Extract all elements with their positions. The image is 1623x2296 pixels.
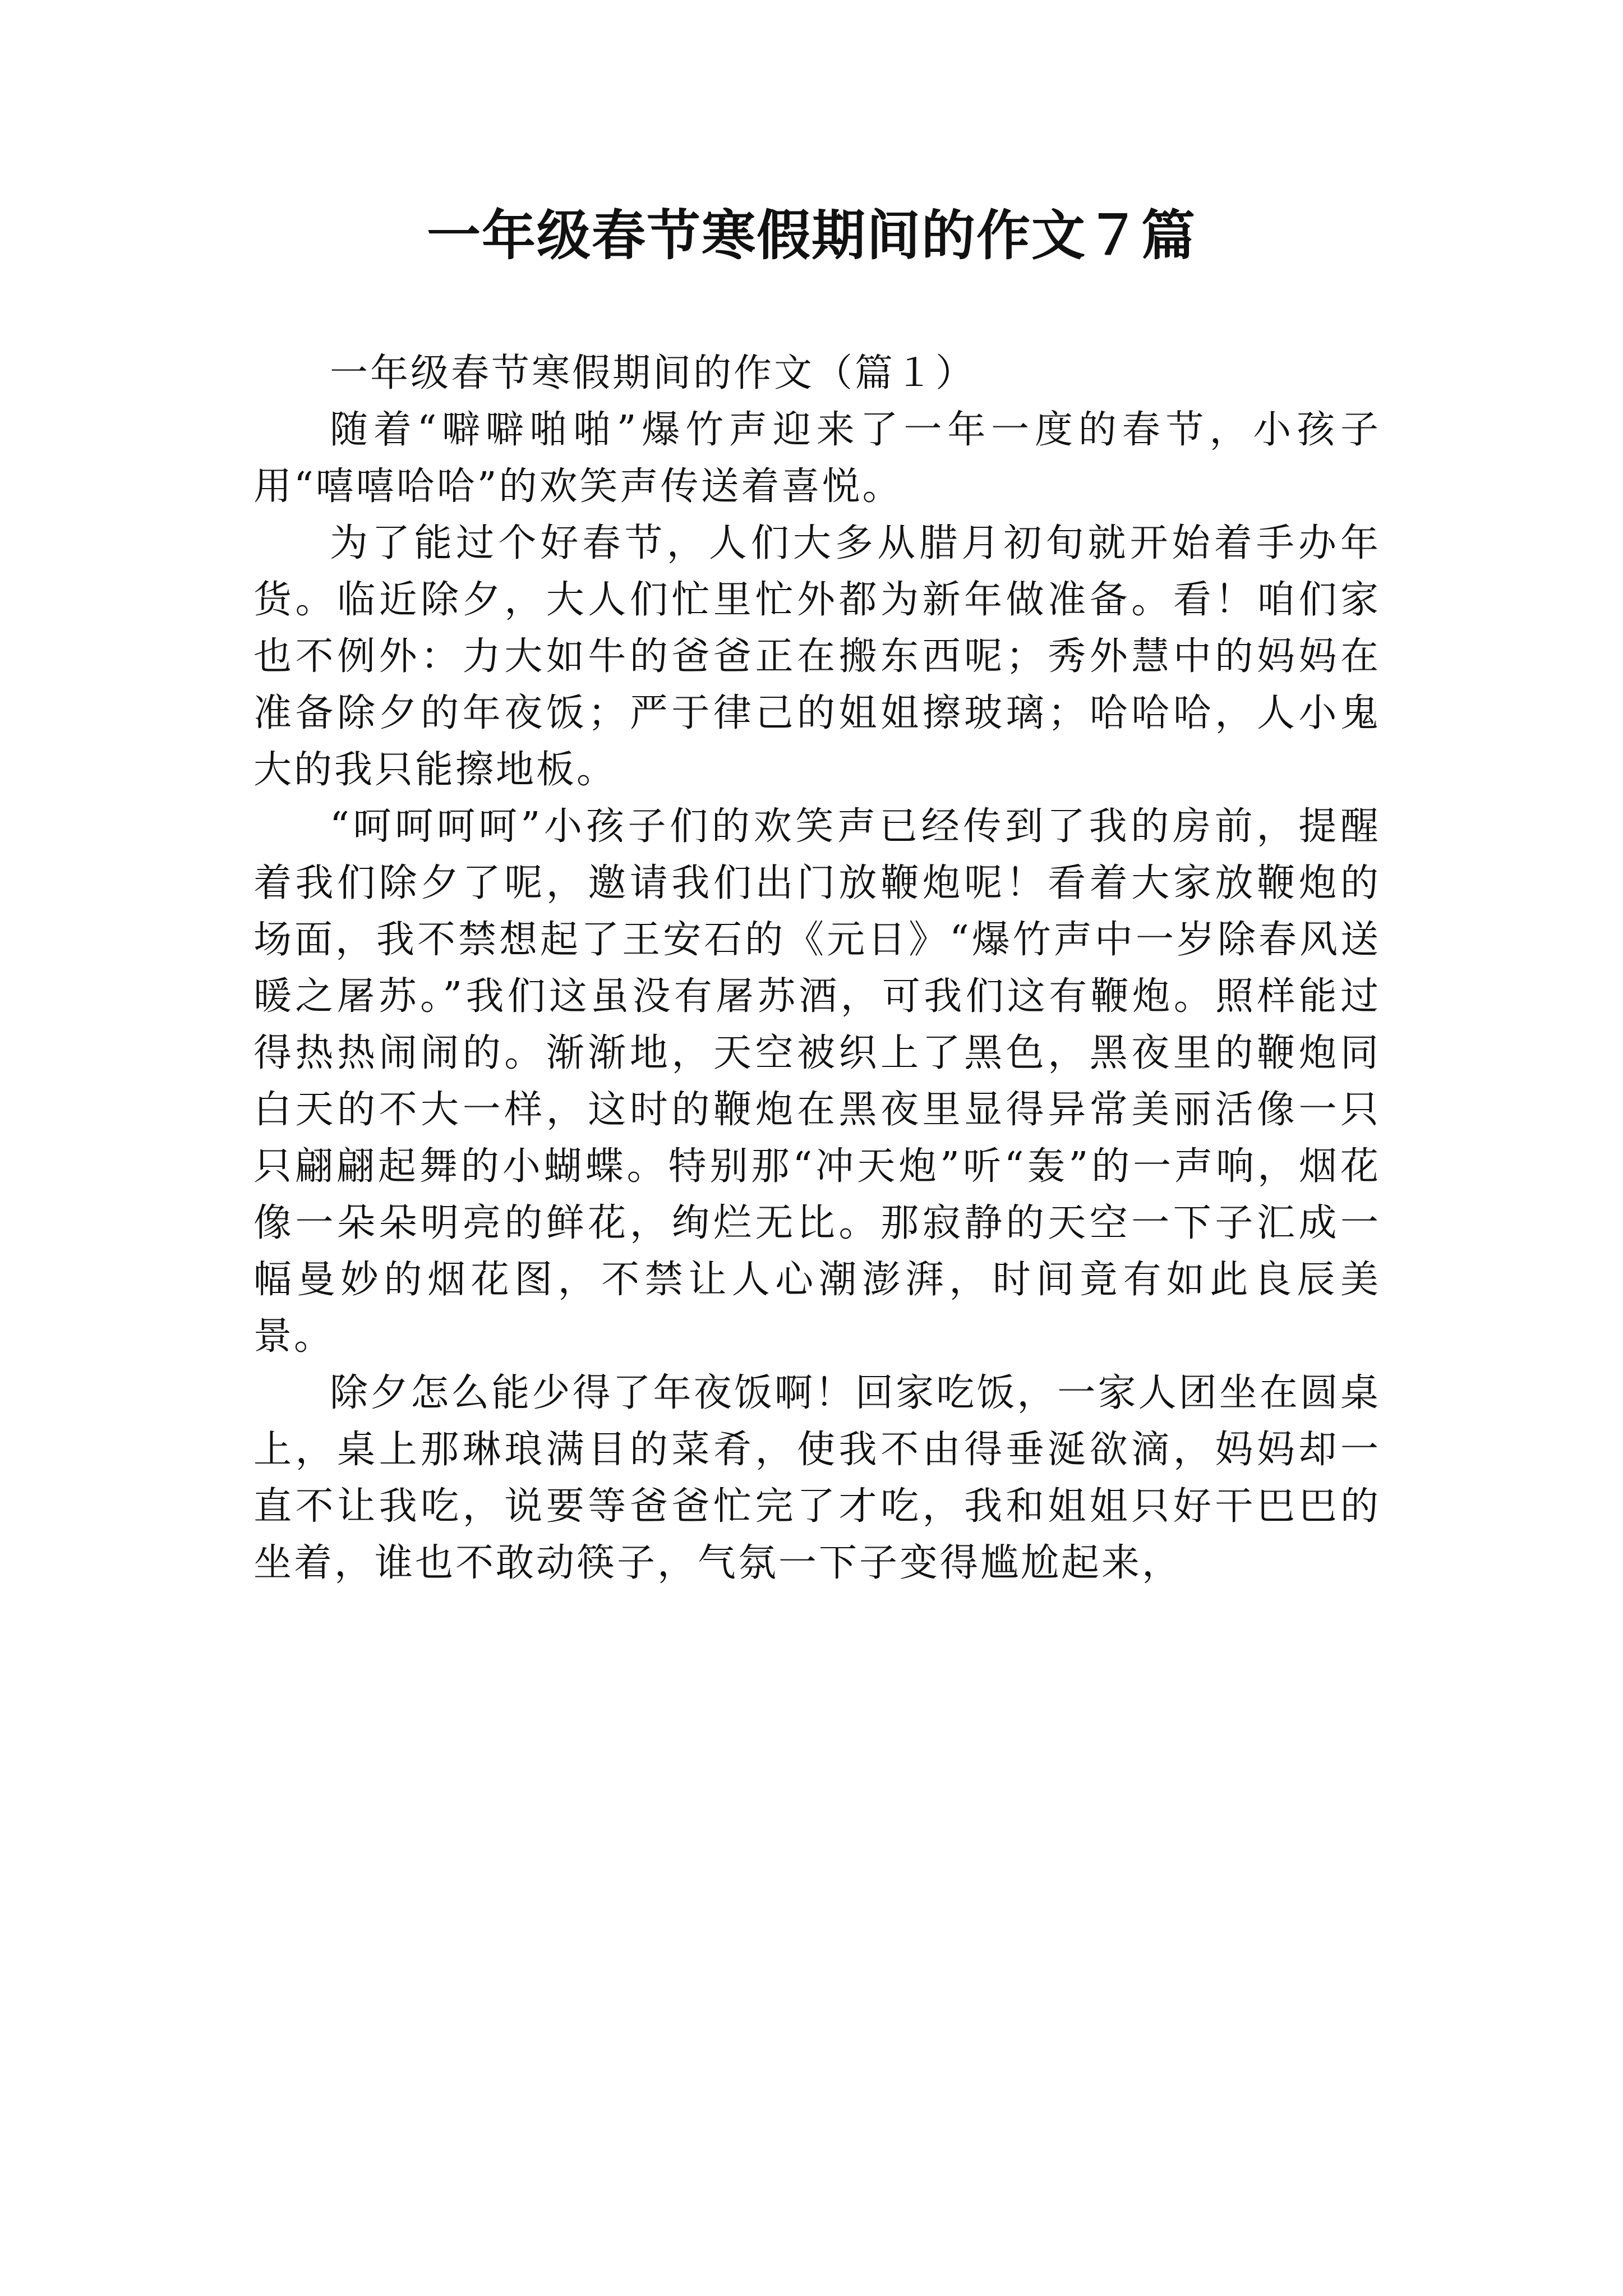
paragraph-1: 随着“噼噼啪啪”爆竹声迎来了一年一度的春节，小孩子用“嘻嘻哈哈”的欢笑声传送着喜悦。 <box>253 408 1381 509</box>
document-title: 一年级春节寒假期间的作文７篇 <box>427 204 1196 267</box>
paragraph-2: 为了能过个好春节，人们大多从腊月初旬就开始着手办年货。临近除夕，大人们忙里忙外都为新年做准备。看！咱们家也不例外：力大如牛的爸爸正在搬东西呢；秀外慧中的妈妈在准备除夕的年夜饭；严于律己的姐姐擦玻璃；哈哈哈，人小鬼大的我只能擦地板。 <box>253 521 1381 792</box>
document-body <box>253 345 1381 1591</box>
paragraph-3: “呵呵呵呵”小孩子们的欢笑声已经传到了我的房前，提醒着我们除夕了呢，邀请我们出门放鞭炮呢！看着大家放鞭炮的场面，我不禁想起了王安石的《元日》“爆竹声中一岁除春风送暖之屠苏。”我们这虽没有屠苏酒，可我们这有鞭炮。照样能过得热热闹闹的。渐渐地，天空被织上了黑色，黑夜里的鞭炮同白天的不大一样，这时的鞭炮在黑夜里显得异常美丽活像一只只翩翩起舞的小蝴蝶。特别那“冲天炮”听“轰”的一声响，烟花像一朵朵明亮的鲜花，绚烂无比。那寂静的天空一下子汇成一幅曼妙的烟花图，不禁让人心潮澎湃，时间竟有如此良辰美景。 <box>253 804 1381 1359</box>
section-heading: 一年级春节寒假期间的作文（篇１） <box>330 351 976 395</box>
paragraph-4: 除夕怎么能少得了年夜饭啊！回家吃饭，一家人团坐在圆桌上，桌上那琳琅满目的菜肴，使我不由得垂涎欲滴，妈妈却一直不让我吃，说要等爸爸忙完了才吃，我和姐姐只好干巴巴的坐着，谁也不敢动筷子，气氛一下子变得尴尬起来， <box>253 1371 1381 1585</box>
